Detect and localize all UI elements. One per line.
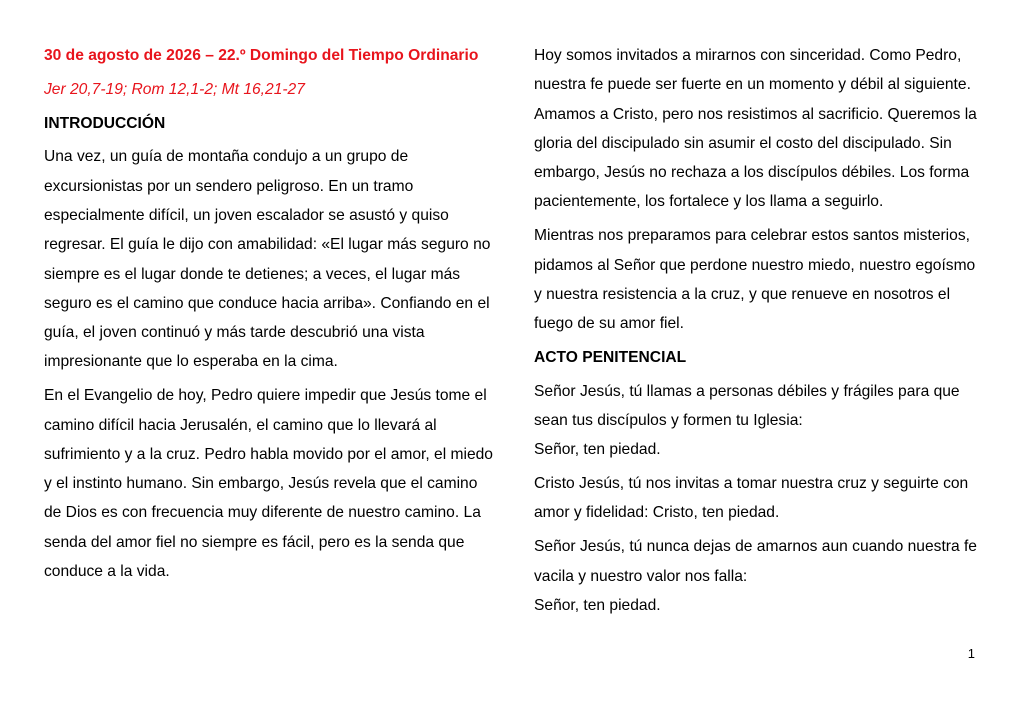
introduction-paragraph-3: Hoy somos invitados a mirarnos con sinceridad. Como Pedro, nuestra fe puede ser fuerte en un momento y débil al siguiente. Amamos a Cristo, pero nos resistimos al sacrificio. Queremos la gloria del discipulado sin asumir el costo del discipulado. Sin embargo, Jesús no rechaza a los discípulos débiles. Los forma pacientemente, los fortalece y los llama a seguirlo. [534,47,977,211]
scripture-readings: Jer 20,7-19; Rom 12,1-2; Mt 16,21-27 [44,80,305,98]
invocation-text: Cristo Jesús, tú nos invitas a tomar nuestra cruz y seguirte con amor y fidelidad: Cristo, ten piedad. [534,475,969,522]
penitential-invocation-3 [534,532,980,620]
right-column [534,41,980,625]
penitential-invocation-1 [534,377,980,465]
invocation-response: Señor, ten piedad. [534,596,661,614]
introduction-paragraph-1: Una vez, un guía de montaña condujo a un grupo de excursionistas por un sendero peligroso. En un tramo especialmente difícil, un joven escalador se asustó y quiso regresar. El guía le dijo con amabilidad: «El lugar más seguro no siempre es el lugar donde te detienes; a veces, el lugar más seguro es el camino que conduce hacia arriba». Confiando en el guía, el joven continuó y más tarde descubrió una vista impresionante que lo esperaba en la cima. [44,148,491,371]
invocation-text: Señor Jesús, tú llamas a personas débiles y frágiles para que sean tus discípulos y formen tu Iglesia: [534,382,960,430]
page-number: 1 [967,646,975,661]
introduction-paragraph-4: Mientras nos preparamos para celebrar estos santos misterios, pidamos al Señor que perdone nuestro miedo, nuestro egoísmo y nuestra resistencia a la cruz, y que renueve en nosotros el fuego de su amor fiel. [534,227,976,333]
introduction-paragraph-2: En el Evangelio de hoy, Pedro quiere impedir que Jesús tome el camino difícil hacia Jerusalén, el camino que lo llevará al sufrimiento y a la cruz. Pedro habla movido por el amor, el miedo y el instinto humano. Sin embargo, Jesús revela que el camino de Dios es con frecuencia muy diferente de nuestro camino. La senda del amor fiel no siempre es fácil, pero es la senda que conduce a la vida. [44,387,493,581]
invocation-response: Señor, ten piedad. [534,441,661,459]
invocation-text: Señor Jesús, tú nunca dejas de amarnos aun cuando nuestra fe vacila y nuestro valor nos falla: [534,538,977,585]
left-column [44,41,494,591]
page-title: 30 de agosto de 2026 – 22.º Domingo del Tiempo Ordinario [44,47,479,64]
penitential-heading: ACTO PENITENCIAL [534,348,687,366]
penitential-invocation-2 [534,469,980,528]
introduction-heading: INTRODUCCIÓN [44,114,166,132]
